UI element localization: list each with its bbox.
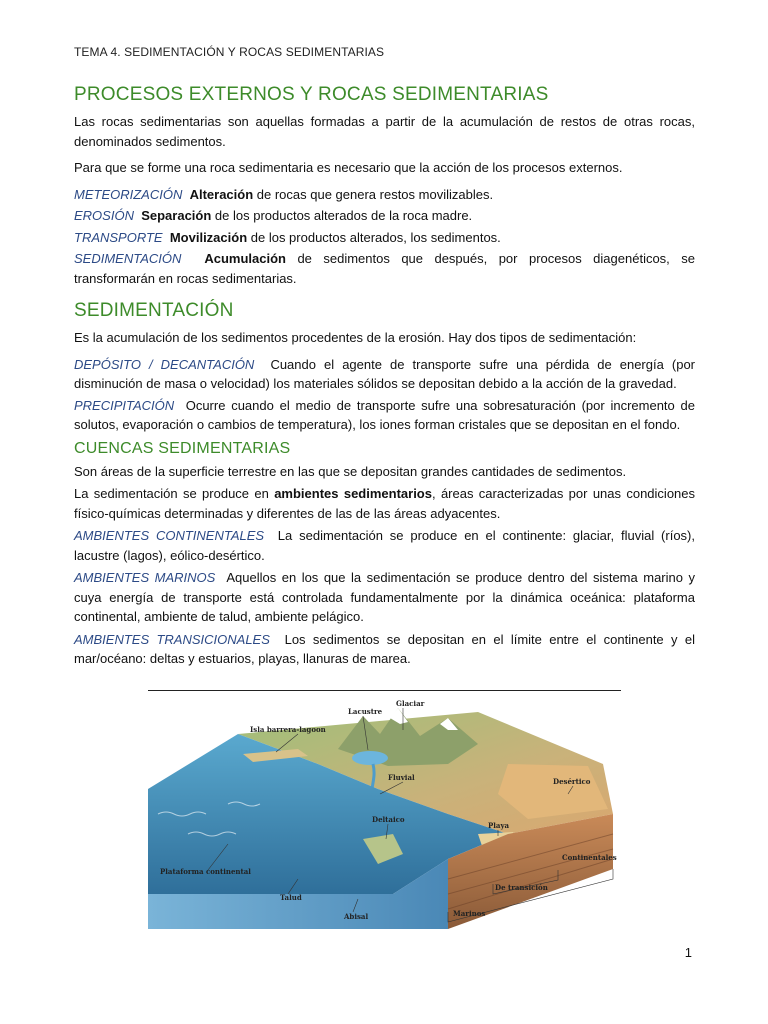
definition-meteorizacion [74,185,695,205]
text-bold: ambientes sedimentarios [274,486,432,501]
definition-sedimentacion [74,249,695,288]
term-label: AMBIENTES MARINOS [74,570,216,585]
paragraph: Para que se forme una roca sedimentaria es necesario que la acción de los procesos externos. [74,160,623,175]
term-text: Ocurre cuando el medio de transporte sufre una sobresaturación (por incremento de solutos, evaporación o cambios de temperatura), los iones forman cristales que se depositan en el fondo. [74,397,695,432]
label-continentales: Continentales [562,853,617,862]
term-label: AMBIENTES CONTINENTALES [74,528,265,543]
label-playa: Playa [488,821,510,830]
term-keyword: Alteración [189,186,254,202]
term-text: Cuando el agente de transporte sufre una pérdida de energía (por disminución de masa o velocidad) los materiales sólidos se depositan debido a la acción de la gravedad. [74,356,696,391]
term-keyword: Separación [141,208,212,223]
section-heading-procesos: PROCESOS EXTERNOS Y ROCAS SEDIMENTARIAS [74,84,549,105]
definition-deposito [74,355,695,394]
main-content [74,84,695,676]
definition-transicionales [74,630,695,669]
definition-erosion [74,206,695,226]
paragraph: Las rocas sedimentarias son aquellas formadas a partir de la acumulación de restos de otras rocas, denominados sedimentos. [74,114,695,149]
term-text: La sedimentación se produce en el continente: glaciar, fluvial (ríos), lacustre (lagos), eólico-desértico. [74,528,695,563]
sedimentary-environments-diagram [148,694,621,934]
term-label: PRECIPITACIÓN [74,397,175,413]
term-label: TRANSPORTE [74,229,163,245]
label-abisal: Abisal [344,912,369,921]
figure-top-rule [148,690,621,691]
section-heading-sedimentacion: SEDIMENTACIÓN [74,300,234,321]
label-marinos: Marinos [453,909,486,918]
definition-marinos [74,568,695,627]
label-deltaico: Deltaico [372,815,405,824]
page-header: TEMA 4. SEDIMENTACIÓN Y ROCAS SEDIMENTARIAS [74,45,385,59]
definition-transporte [74,228,695,248]
term-text: de los productos alterados, los sedimentos. [247,229,501,245]
term-text: de los productos alterados de la roca madre. [211,208,473,223]
label-plataforma: Plataforma continental [160,867,251,876]
paragraph-ambientes [74,484,695,523]
term-keyword: Movilización [169,229,248,245]
label-glaciar: Glaciar [396,699,425,708]
definition-continentales [74,526,695,565]
term-text: Aquellos en los que la sedimentación se produce dentro del sistema marino y cuya energía de transporte está controlada fundamentalmente por la dinámica oceánica: plataforma continental, ambiente de talud, ambiente pelágico. [74,570,695,624]
definition-precipitacion [74,396,695,435]
label-isla-barrera: Isla barrera-lagoon [250,725,326,734]
text-fragment: , áreas caracterizadas por unas condiciones físico-químicas determinadas y diferentes de las de las áreas adyacentes. [74,486,696,521]
page-number: 1 [684,945,692,960]
block-diagram-svg [148,694,621,934]
paragraph: Es la acumulación de los sedimentos procedentes de la erosión. Hay dos tipos de sedimentación: [74,330,637,345]
section-heading-cuencas: CUENCAS SEDIMENTARIAS [74,439,291,457]
paragraph: Son áreas de la superficie terrestre en las que se depositan grandes cantidades de sedimentos. [74,463,627,479]
term-text: Los sedimentos se depositan en el límite entre el continente y el mar/océano: deltas y estuarios, playas, llanuras de marea. [74,631,695,666]
term-label: EROSIÓN [74,208,134,223]
term-text: de sedimentos que después, por procesos diagenéticos, se transformarán en rocas sedimentarias. [74,251,695,286]
term-text: de rocas que genera restos movilizables. [253,186,494,202]
lake [352,751,388,765]
term-label: METEORIZACIÓN [74,186,183,202]
text-fragment: La sedimentación se produce en [74,486,275,501]
label-lacustre: Lacustre [348,707,383,716]
term-label: DEPÓSITO / DECANTACIÓN [74,356,255,372]
label-talud: Talud [280,893,302,902]
term-label: SEDIMENTACIÓN [74,251,182,266]
term-label: AMBIENTES TRANSICIONALES [74,631,270,647]
term-keyword: Acumulación [204,251,286,266]
label-fluvial: Fluvial [388,773,415,782]
label-desertico: Desértico [553,777,591,786]
label-de-transicion: De transición [495,883,548,892]
